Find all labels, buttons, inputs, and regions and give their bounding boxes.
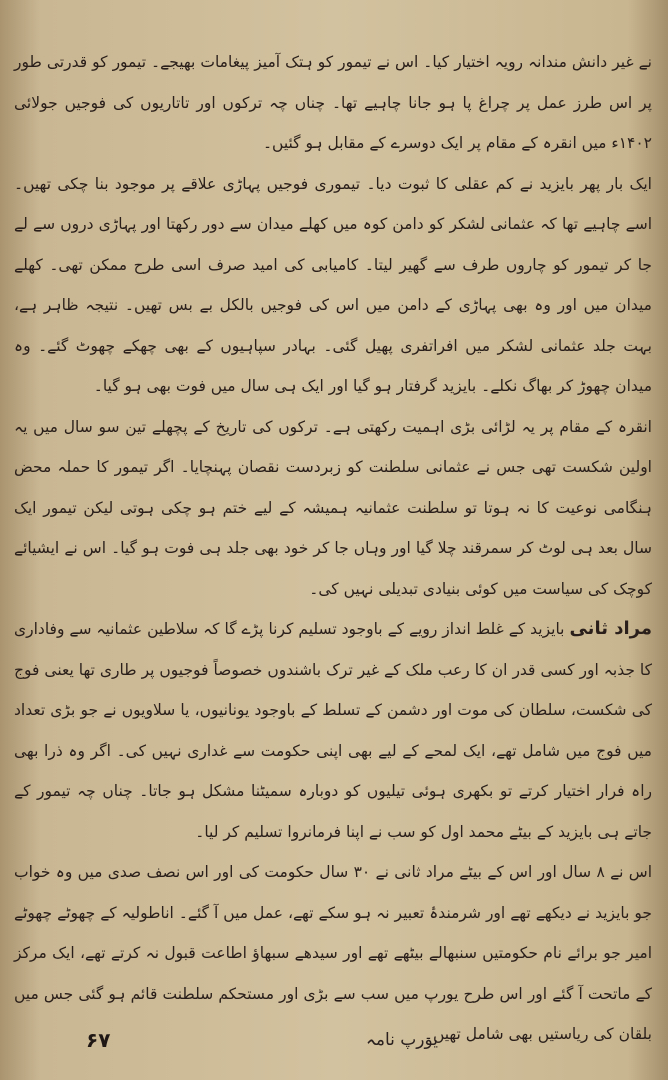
paragraph-5: اس نے ۸ سال اور اس کے بیٹے مراد ثانی نے ۳۰ سال حکومت کی اور اس نصف صدی میں وہ خواب جو بایزید نے دیکھے تھے اور شرمندۂ تعبیر نہ ہو سکے تھے، عمل میں آ گئے۔ اناطولیہ کے چھوٹے چھوٹے امیر جو برائے نام حکومتیں سنبھالے بیٹھے تھے اور سیدھے سبھاؤ اطاعت قبول نہ کرتے تھے، ایک مرکز کے ماتحت آ گئے اور اس طرح یورپ میں سب سے بڑی اور مستحکم سلطنت قائم ہو گئی جس میں بلقان کی ریاستیں بھی شامل تھیں۔ [14,863,653,1043]
page-number: ۶۷ [86,1028,111,1052]
paragraph-1: نے غیر دانش مندانہ رویہ اختیار کیا۔ اس نے تیمور کو ہتک آمیز پیغامات بھیجے۔ تیمور کو قدرتی طور پر اس طرز عمل پر چراغ پا ہو جانا چاہیے تھا۔ چناں چہ ترکوں اور تاتاریوں کی فوجیں جولائی ۱۴۰۲ء میں انقرہ کے مقام پر ایک دوسرے کے مقابل ہو گئیں۔ [14,53,652,152]
paragraph-3: انقرہ کے مقام پر یہ لڑائی بڑی اہمیت رکھتی ہے۔ ترکوں کی تاریخ کے پچھلے تین سو سال میں یہ اولین شکست تھی جس نے عثمانی سلطنت کو زبردست نقصان پہنچایا۔ اگر تیمور کا حملہ محض ہنگامی نوعیت کا نہ ہوتا تو سلطنت عثمانیہ ہمیشہ کے لیے ختم ہو چکی ہوتی لیکن تیمور ایک سال بعد ہی لوٹ کر سمرقند چلا گیا اور وہاں جا کر خود بھی جلد ہی فوت ہو گیا۔ اس نے ایشیائے کوچک کی سیاست میں کوئی بنیادی تبدیلی نہیں کی۔ [14,417,652,598]
running-title: یورپ نامہ [365,1030,438,1050]
paragraph-4 [14,609,652,852]
page-footer [0,1022,668,1062]
section-heading: مراد ثانی [569,618,653,639]
paragraph-2: ایک بار پھر بایزید نے کم عقلی کا ثبوت دیا۔ تیموری فوجیں پہاڑی علاقے پر موجود بنا چکی تھیں۔ اسے چاہیے تھا کہ عثمانی لشکر کو دامن کوہ میں کھلے میدان سے دور رکھتا اور پہاڑی دروں سے لے جا کر تیمور کو چاروں طرف سے گھیر لیتا۔ کامیابی کی امید صرف اسی طرح ممکن تھی۔ کھلے میدان میں اور وہ بھی پہاڑی کے دامن میں اس کی فوجیں بالکل بے بس تھیں۔ نتیجہ ظاہر ہے، بہت جلد عثمانی لشکر میں افراتفری پھیل گئی۔ بہادر سپاہیوں کے بھی چھکے چھوٹ گئے۔ وہ میدان چھوڑ کر بھاگ نکلے۔ بایزید گرفتار ہو گیا اور ایک ہی سال میں فوت بھی ہو گیا۔ [14,174,652,395]
page-body [14,42,652,1055]
paragraph-4-text: بایزید کے غلط انداز رویے کے باوجود تسلیم کرنا پڑے گا کہ سلاطین عثمانیہ سے وفاداری کا جذبہ اور کسی قدر ان کا رعب ملک کے غیر ترک باشندوں خصوصاً فوجیوں پر طاری تھا یعنی فوج کی شکست، سلطان کی موت اور دشمن کے تسلط کے باوجود یونانیوں، یا سلاویوں نے جو بڑی تعداد میں فوج میں شامل تھے، ایک لمحے کے لیے بھی اپنی حکومت سے غداری نہیں کی۔ اگر وہ ذرا بھی راہ فرار اختیار کرتے تو بکھری ہوئی تیلیوں کو دوبارہ سمیٹنا مشکل ہو جاتا۔ چناں چہ تیمور کے جاتے ہی بایزید کے بیٹے محمد اول کو سب نے اپنا فرمانروا تسلیم کر لیا۔ [14,620,652,841]
